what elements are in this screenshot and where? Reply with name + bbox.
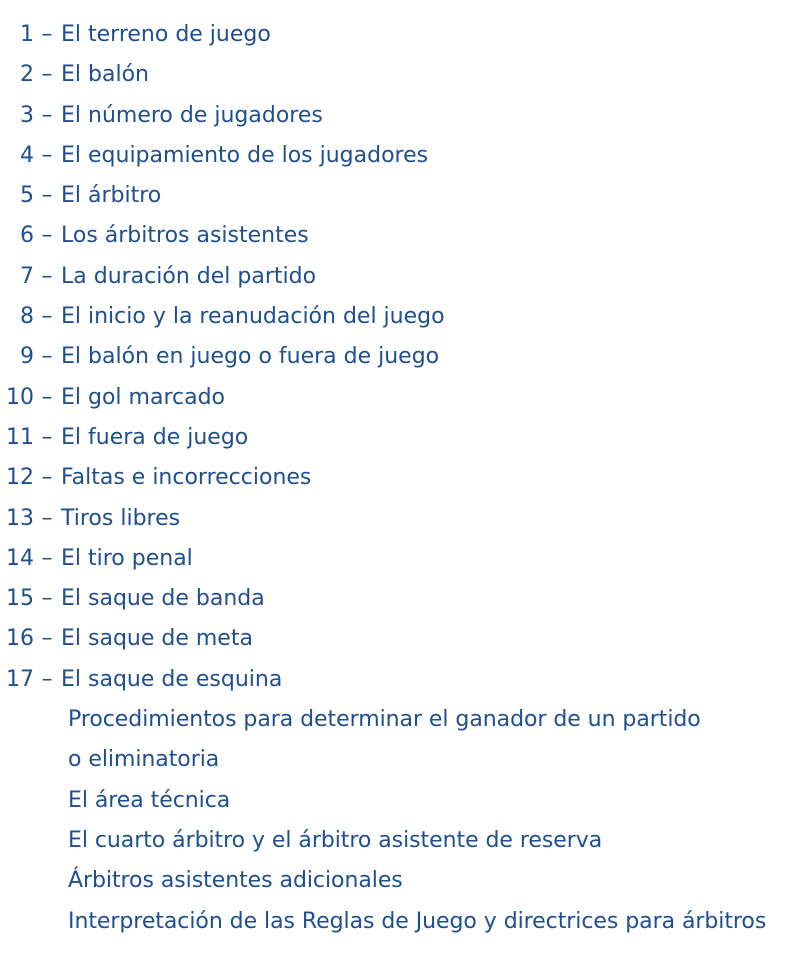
rule-separator: – [41,22,53,47]
rule-title: Tiros libres [61,505,181,531]
rule-number: 4 [20,142,34,168]
rule-row [0,579,799,619]
rule-title: El saque de banda [61,586,265,612]
rule-number: 1 [20,22,34,47]
rule-title: El balón [61,62,149,88]
rule-row [0,458,799,498]
rule-separator: – [41,545,53,571]
rules-index [0,15,799,960]
additional-section: Interpretación de las Reglas de Juego y directrices para árbitros [68,908,767,934]
rule-title: El número de jugadores [61,102,323,128]
rule-row [0,337,799,377]
additional-section: El área técnica [68,787,231,813]
rule-title: El inicio y la reanudación del juego [61,304,445,330]
rule-title: El tiro penal [61,545,193,571]
rule-number: 14 [6,545,34,571]
rule-number: 9 [20,344,34,370]
rule-number: 15 [6,586,34,612]
rule-separator: – [41,223,53,249]
rule-number: 3 [20,102,34,128]
rule-separator: – [41,626,53,652]
additional-section: Árbitros asistentes adicionales [68,868,403,894]
rule-separator: – [41,304,53,330]
rule-separator: – [41,666,53,692]
rule-number: 13 [6,505,34,531]
rule-number: 2 [20,62,34,88]
rule-title: La duración del partido [61,263,317,289]
rule-row [0,136,799,176]
rule-title: El saque de esquina [61,666,283,692]
rule-title: El árbitro [61,183,162,209]
rule-row [0,297,799,337]
rule-row [0,378,799,418]
rule-row [0,499,799,539]
rule-number: 6 [20,223,34,249]
rule-separator: – [41,384,53,410]
rule-title: El equipamiento de los jugadores [61,142,429,168]
rule-title: El gol marcado [61,384,226,410]
rule-number: 11 [6,424,34,450]
rule-number: 8 [20,304,34,330]
rule-separator: – [41,344,53,370]
rule-separator: – [41,586,53,612]
rule-row [0,55,799,95]
rule-separator: – [41,183,53,209]
rule-title: El balón en juego o fuera de juego [61,344,440,370]
rule-separator: – [41,263,53,289]
rule-separator: – [41,62,53,88]
rule-number: 10 [6,384,34,410]
rule-separator: – [41,142,53,168]
rule-row [0,619,799,659]
rule-title: Faltas e incorrecciones [61,465,312,491]
rule-number: 7 [20,263,34,289]
rule-row [0,539,799,579]
rule-row [0,257,799,297]
rule-title: Los árbitros asistentes [61,223,309,249]
rule-number: 16 [6,626,34,652]
rule-number: 5 [20,183,34,209]
rule-row [0,15,799,55]
rule-number: 17 [6,666,34,692]
rule-row [0,660,799,700]
rule-separator: – [41,505,53,531]
additional-section: El cuarto árbitro y el árbitro asistente de reserva [68,827,603,853]
rule-number: 12 [6,465,34,491]
rule-row [0,96,799,136]
rule-row [0,176,799,216]
rule-title: El terreno de juego [61,22,271,47]
rule-title: El fuera de juego [61,424,249,450]
additional-section: o eliminatoria [68,747,220,773]
rule-row [0,418,799,458]
rule-title: El saque de meta [61,626,253,652]
rule-separator: – [41,424,53,450]
additional-section: Procedimientos para determinar el ganador de un partido [68,707,701,733]
rule-separator: – [41,102,53,128]
rule-separator: – [41,465,53,491]
rule-row [0,216,799,256]
